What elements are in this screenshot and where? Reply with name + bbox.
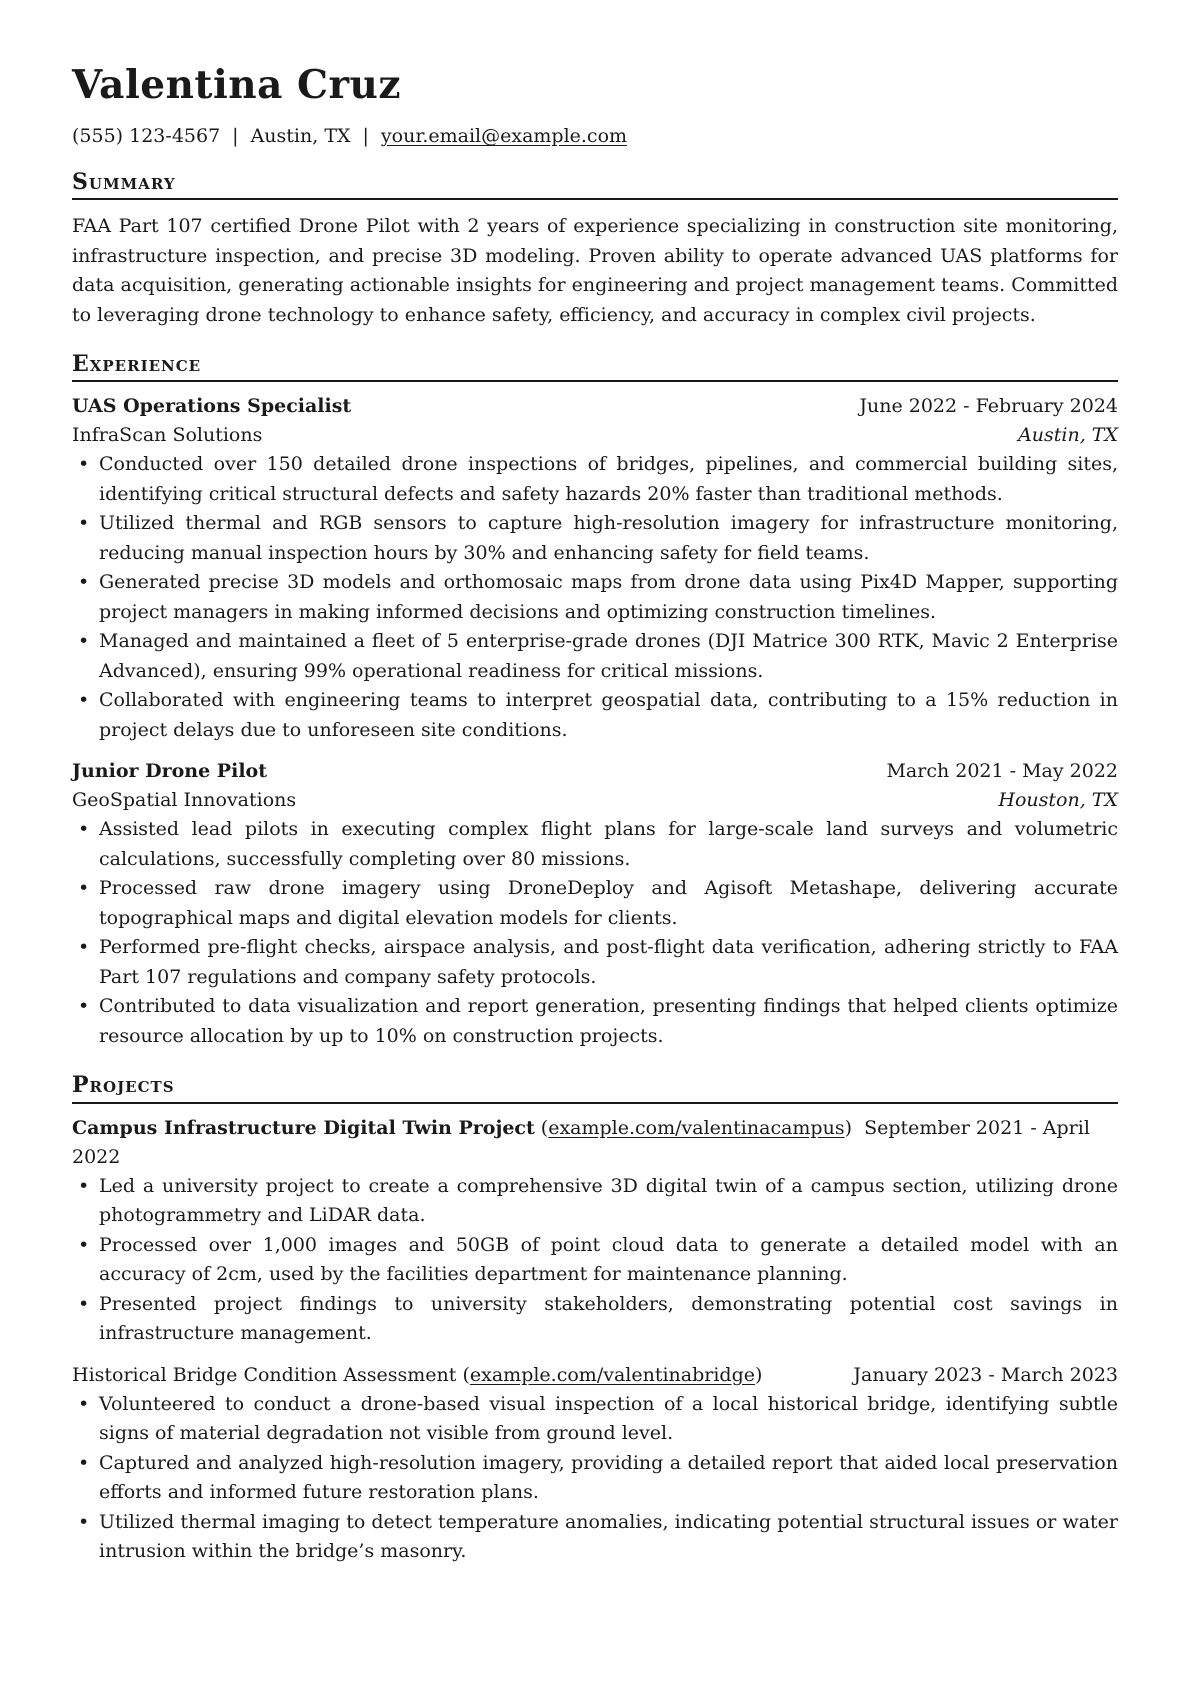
- bullet-icon: •: [78, 936, 90, 959]
- job-title: UAS Operations Specialist: [72, 395, 352, 418]
- project-title: Campus Infrastructure Digital Twin Project: [72, 1116, 535, 1139]
- bullet-text: Presented project findings to university stakeholders, demonstrating potential cost savings in infrastructure management.: [99, 1292, 1118, 1345]
- bullet-icon: •: [78, 453, 90, 476]
- bullet-icon: •: [78, 630, 90, 653]
- list-item: [72, 1449, 1118, 1508]
- list-item: [72, 568, 1118, 627]
- list-item: [72, 874, 1118, 933]
- list-item: [72, 1172, 1118, 1231]
- list-item: [72, 627, 1118, 686]
- bullet-text: Conducted over 150 detailed drone inspections of bridges, pipelines, and commercial building sites, identifying critical structural defects and safety hazards 20% faster than traditional methods.: [99, 453, 1118, 505]
- bullet-text: Processed over 1,000 images and 50GB of point cloud data to generate a detailed model with an accuracy of 2cm, used by the facilities department for maintenance planning.: [99, 1233, 1118, 1286]
- candidate-name: Valentina Cruz: [72, 62, 402, 108]
- list-item: [72, 1508, 1118, 1567]
- list-item: [72, 992, 1118, 1051]
- bullet-text: Generated precise 3D models and orthomosaic maps from drone data using Pix4D Mapper, supporting project managers in making informed decisions and optimizing construction timelines.: [99, 571, 1118, 623]
- bullet-text: Managed and maintained a fleet of 5 enterprise-grade drones (DJI Matrice 300 RTK, Mavic 2 Enterprise Advanced), ensuring 99% operational readiness for critical missions.: [99, 630, 1118, 682]
- bullet-icon: •: [78, 1451, 90, 1474]
- bullet-text: Processed raw drone imagery using DroneDeploy and Agisoft Metashape, delivering accurate topographical maps and digital elevation models for clients.: [99, 877, 1118, 929]
- bullet-text: Performed pre-flight checks, airspace analysis, and post-flight data verification, adhering strictly to FAA Part 107 regulations and company safety protocols.: [99, 936, 1118, 988]
- bullet-list: [72, 1172, 1118, 1349]
- bullet-text: Utilized thermal and RGB sensors to capture high-resolution imagery for infrastructure monitoring, reducing manual inspection hours by 30% and enhancing safety for field teams.: [99, 512, 1118, 564]
- bullet-icon: •: [78, 1392, 90, 1415]
- bullet-list: [72, 1390, 1118, 1567]
- job-subheader: [72, 421, 1118, 450]
- list-item: [72, 1390, 1118, 1449]
- bullet-icon: •: [78, 995, 90, 1018]
- project-dates: September 2021 - April 2022: [72, 1116, 1090, 1168]
- bullet-icon: •: [78, 818, 90, 841]
- bullet-icon: •: [78, 1174, 90, 1197]
- section-title-projects: Projects: [72, 1073, 1118, 1103]
- project-entry: [72, 1114, 1118, 1349]
- job-dates: March 2021 - May 2022: [886, 760, 1118, 783]
- phone-number: (555) 123-4567: [72, 125, 221, 147]
- experience-entry: [72, 757, 1118, 1051]
- bullet-icon: •: [78, 1510, 90, 1533]
- bullet-icon: •: [78, 1292, 90, 1315]
- list-item: [72, 686, 1118, 745]
- email-link[interactable]: your.email@example.com: [380, 125, 628, 147]
- bullet-text: Assisted lead pilots in executing complex flight plans for large-scale land surveys and volumetric calculations, successfully completing over 80 missions.: [99, 818, 1118, 870]
- list-item: [72, 815, 1118, 874]
- job-header: [72, 757, 1118, 786]
- bullet-text: Captured and analyzed high-resolution imagery, providing a detailed report that aided local preservation efforts and informed future restoration plans.: [99, 1451, 1118, 1504]
- job-header: [72, 392, 1118, 421]
- contact-line: [72, 125, 1118, 148]
- project-header: Historical Bridge Condition Assessment (example.com/valentinabridge) January 2023 - March 2023: [72, 1361, 1118, 1390]
- section-title-summary: Summary: [72, 170, 1118, 200]
- job-location: Austin, TX: [1018, 424, 1118, 447]
- bullet-list: [72, 815, 1118, 1051]
- list-item: [72, 1231, 1118, 1290]
- job-dates: June 2022 - February 2024: [859, 395, 1118, 418]
- job-location: Houston, TX: [998, 789, 1118, 812]
- bullet-text: Contributed to data visualization and report generation, presenting findings that helped clients optimize resource allocation by up to 10% on construction projects.: [99, 995, 1118, 1047]
- list-item: [72, 450, 1118, 509]
- bullet-text: Collaborated with engineering teams to interpret geospatial data, contributing to a 15% reduction in project delays due to unforeseen site conditions.: [99, 689, 1118, 741]
- bullet-icon: •: [78, 689, 90, 712]
- job-title: Junior Drone Pilot: [72, 760, 267, 783]
- project-header: Campus Infrastructure Digital Twin Project (example.com/valentinacampus) September 2021 - April 2022: [72, 1116, 1090, 1168]
- bullet-icon: •: [78, 1233, 90, 1256]
- location: Austin, TX: [250, 125, 351, 147]
- separator: |: [232, 125, 239, 147]
- list-item: [72, 509, 1118, 568]
- section-title-experience: Experience: [72, 352, 1118, 382]
- company-name: GeoSpatial Innovations: [72, 789, 297, 812]
- company-name: InfraScan Solutions: [72, 424, 263, 447]
- project-title: Historical Bridge Condition Assessment: [72, 1363, 457, 1386]
- project-entry: [72, 1361, 1118, 1567]
- bullet-list: [72, 450, 1118, 745]
- bullet-text: Volunteered to conduct a drone-based visual inspection of a local historical bridge, identifying subtle signs of material degradation not visible from ground level.: [99, 1392, 1118, 1445]
- experience-entry: [72, 392, 1118, 745]
- bullet-text: Utilized thermal imaging to detect temperature anomalies, indicating potential structural issues or water intrusion within the bridge’s masonry.: [99, 1510, 1118, 1563]
- list-item: [72, 1290, 1118, 1349]
- list-item: [72, 933, 1118, 992]
- bullet-icon: •: [78, 571, 90, 594]
- bullet-icon: •: [78, 877, 90, 900]
- separator: |: [362, 125, 369, 147]
- job-subheader: [72, 786, 1118, 815]
- project-dates: January 2023 - March 2023: [853, 1363, 1118, 1386]
- summary-text: FAA Part 107 certified Drone Pilot with 2 years of experience specializing in construction site monitoring, infrastructure inspection, and precise 3D modeling. Proven ability to operate advanced UAS platforms for data acquisition, generating actionable insights for engineering and project management teams. Committed to leveraging drone technology to enhance safety, efficiency, and accuracy in complex civil projects.: [72, 215, 1118, 326]
- bullet-icon: •: [78, 512, 90, 535]
- project-link[interactable]: example.com/valentinacampus: [548, 1116, 845, 1139]
- project-link[interactable]: example.com/valentinabridge: [469, 1363, 756, 1386]
- bullet-text: Led a university project to create a comprehensive 3D digital twin of a campus section, utilizing drone photogrammetry and LiDAR data.: [99, 1174, 1118, 1227]
